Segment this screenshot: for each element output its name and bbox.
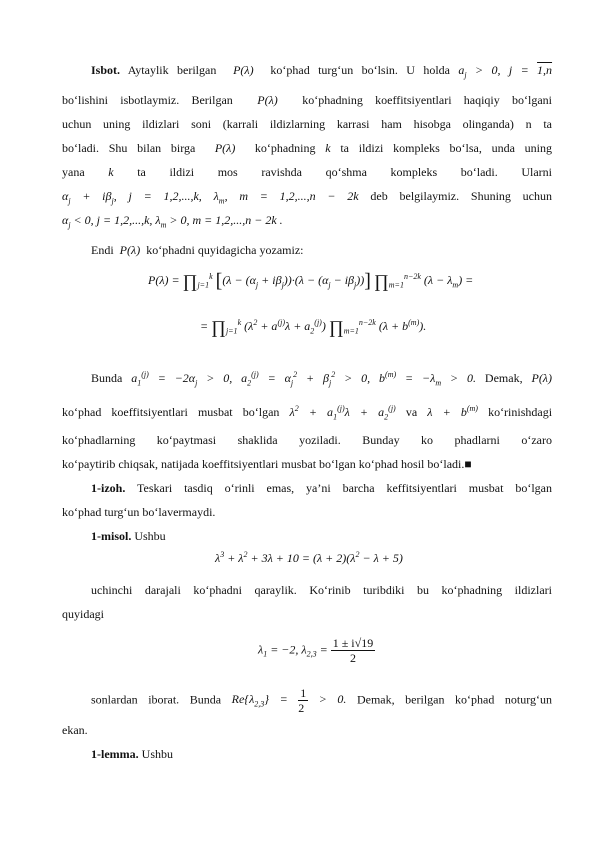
math-p-lambda: P(λ) [116, 243, 144, 257]
formula-roots: $\lambda_1 = -2$, $\lambda_{2,3}$ = $\frac{1 \pm i√19}{2}$ [258, 636, 374, 665]
line-1: Isbot. Aytaylik berilgan P(λ) ko‘phad turg‘un bo‘lsin. U holda $a_j > 0$, j = 1,n [91, 63, 553, 80]
formula-product-1: $P(\lambda) = \prod_{j=1}^k$ $[(\lambda - (\alpha_j + i\beta_j))\cdot(\lambda - (\alpha_j - i\beta_j))]$ $\prod_{m=1}^{n-2k}$ $(\lambda - \lambda_m)$ = [148, 270, 474, 292]
math-roots-condition: $\alpha_j < 0$, j = 1,2,...,k, $\lambda_m > 0$, m = 1,2,...,n − 2k . [62, 213, 283, 230]
line-10: ko‘phad koeffitsiyentlari musbat bo‘lgan $\lambda^2 + a_1^{(j)}\lambda + a_2^{(j)}$ va $\lambda + b^{(m)}$ ko‘rinishdagi [62, 404, 553, 422]
line-16: uchinchi darajali ko‘phadni qaraylik. Ko‘rinib turibdiki bu ko‘phadning ildizlari [91, 583, 552, 597]
line-19: sonlardan iborat. Bunda $Re\{\lambda_{2,3}\}$ = $\frac{1}{2}$ > 0. Demak, berilgan ko‘phad noturg‘un [91, 686, 553, 715]
line-14: ko‘phad turg‘un bo‘lavermaydi. [62, 505, 216, 519]
line-6: $\alpha_j + i\beta_j$, j = 1,2,...,k, $\lambda_m$, m = 1,2,...,n − 2k deb belgilaymiz. Shuning uchun [62, 189, 553, 206]
line-12: ko‘paytirib chiqsak, natijada koeffitsiyentlari musbat bo‘lgan ko‘phad hosil bo‘ladi.■ [62, 457, 472, 471]
line-20: ekan. [62, 723, 88, 737]
math-p-lambda: P(λ) [224, 63, 262, 77]
line-5: yana k ta ildizi mos ravishda qo‘shma kompleks bo‘ladi. Ularni [62, 165, 553, 179]
lemma-label: 1-lemma. [91, 747, 139, 761]
line-11: ko‘phadlarning ko‘paytmasi shaklida yoziladi. Bunday ko phadlarni o‘zaro [62, 433, 552, 447]
line-4: bo‘ladi. Shu bilan birga P(λ) ko‘phadning k ta ildizi kompleks bo‘lsa, unda uning [62, 141, 553, 155]
math-p-lambda: P(λ) [245, 93, 290, 107]
math-real-part: $Re\{\lambda_{2,3}\}$ = $\frac{1}{2}$ > 0. [231, 686, 347, 715]
line-2: bo‘lishini isbotlaymiz. Berilgan P(λ) ko‘phadning koeffitsiyentlari haqiqiy bo‘lgani [62, 93, 552, 107]
math-roots-def: $\alpha_j + i\beta_j$, j = 1,2,...,k, $\lambda_m$, m = 1,2,...,n − 2k [62, 189, 359, 206]
math-aj-positive: $a_j > 0$, j = 1,n [458, 63, 553, 80]
line-15: 1-misol. Ushbu [91, 529, 166, 543]
line-9: Bunda $a_1^{(j)} = -2\alpha_j > 0$, $a_2^{(j)} = \alpha_j^2 + \beta_j^2 > 0$, $b^{(m)} = -\lambda_m > 0$. Demak, P(λ) [91, 370, 553, 388]
isbot-label: Isbot. [91, 63, 121, 77]
line-21: 1-lemma. Ushbu [91, 747, 173, 761]
line-8: Endi P(λ) ko‘phadni quyidagicha yozamiz: [91, 243, 304, 257]
math-p-lambda: P(λ) [531, 371, 553, 385]
formula-product-2: = $\prod_{j=1}^k$ $(\lambda^2 + a^{(j)}\lambda + a_2^{(j)})$ $\prod_{m=1}^{n-2k}$ $(\lambda + b^{(m)})$. [200, 317, 427, 337]
line-13: 1-izoh. Teskari tasdiq o‘rinli emas, ya’ni barcha keffitsiyentlari musbat bo‘lgan [91, 481, 552, 495]
line-7 [62, 212, 552, 228]
izoh-label: 1-izoh. [91, 481, 126, 495]
math-coefficients: $a_1^{(j)} = -2\alpha_j > 0$, $a_2^{(j)} = \alpha_j^2 + \beta_j^2 > 0$, $b^{(m)} = -\lambda_m > 0$. [131, 370, 477, 388]
math-p-lambda: P(λ) [205, 141, 246, 155]
math-linear: $\lambda + b^{(m)}$ [427, 404, 478, 419]
misol-label: 1-misol. [91, 529, 132, 543]
line-17: quyidagi [62, 607, 104, 621]
formula-cubic: $\lambda^3 + \lambda^2 + 3\lambda + 10 = (\lambda + 2)(\lambda^2 - \lambda + 5)$ [215, 550, 403, 565]
math-quadratic: $\lambda^2 + a_1^{(j)}\lambda + a_2^{(j)}$ [289, 404, 396, 422]
line-3: uchun uning ildizlari soni (karrali ildizlarning karrasi ham hisobga olinganda) n ta [62, 117, 552, 131]
